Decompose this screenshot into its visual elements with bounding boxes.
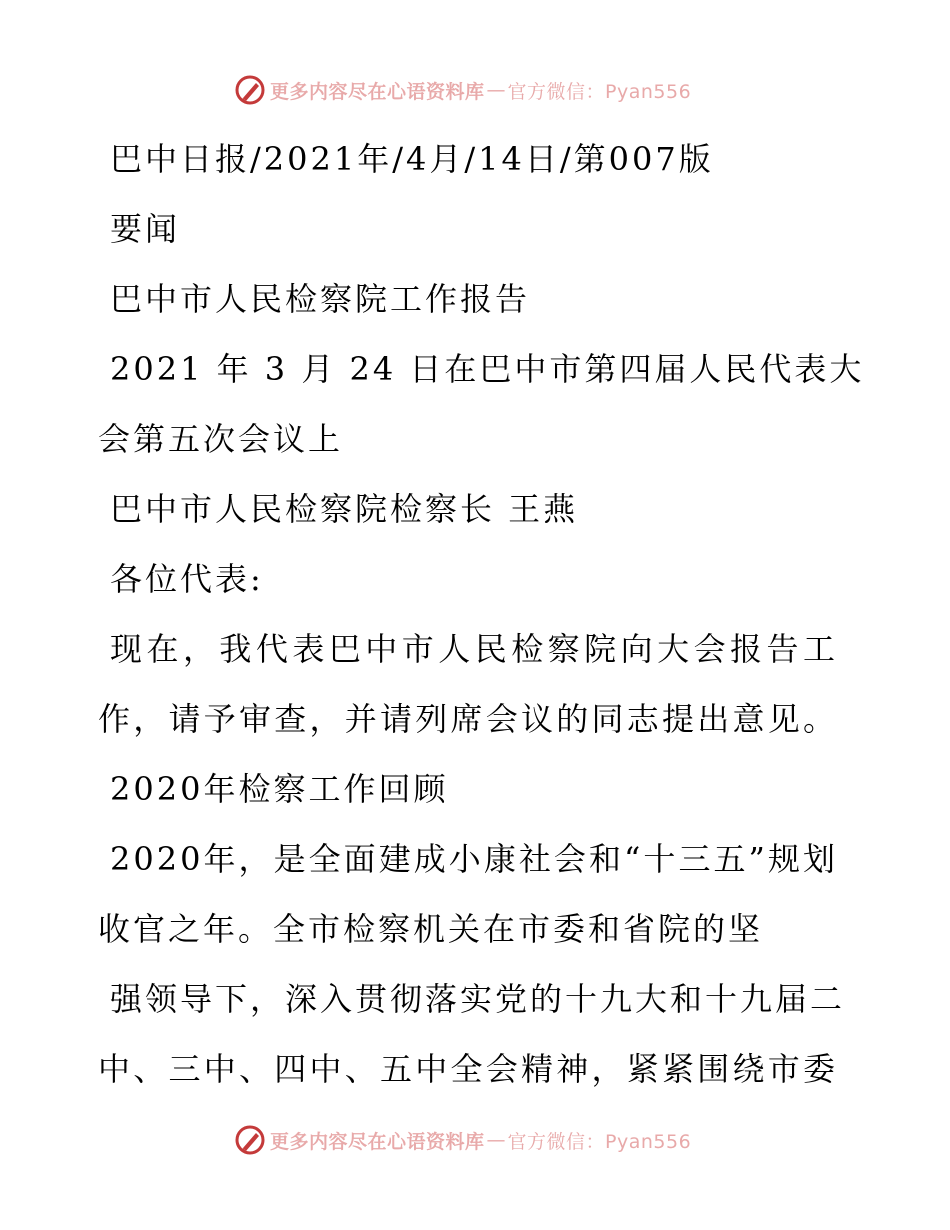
pen-logo-icon — [234, 1124, 266, 1156]
publication-line: 巴中日报/2021年/4月/14日/第007版 — [110, 140, 714, 178]
report-title: 巴中市人民检察院工作报告 — [110, 280, 531, 318]
header-watermark — [234, 72, 691, 108]
author-line: 巴中市人民检察院检察长 王燕 — [110, 490, 579, 528]
salutation: 各位代表: — [110, 560, 264, 598]
watermark-separator: — — [486, 1129, 506, 1151]
watermark-separator: — — [486, 79, 506, 101]
paragraph-2-line-2: 收官之年。全市检察机关在市委和省院的坚 — [98, 910, 764, 948]
meeting-line-1: 2021 年 3 月 24 日在巴中市第四届人民代表大 — [110, 350, 865, 388]
pen-logo-icon — [234, 74, 266, 106]
paragraph-3-line-1: 强领导下，深入贯彻落实党的十九大和十九届二 — [110, 980, 846, 1018]
section-heading: 2020年检察工作回顾 — [110, 770, 449, 808]
document-body — [98, 124, 865, 1104]
footer-watermark — [234, 1122, 691, 1158]
paragraph-1-line-1: 现在，我代表巴中市人民检察院向大会报告工 — [110, 630, 838, 668]
section-label: 要闻 — [110, 210, 181, 248]
watermark-wechat: 官方微信：Pyan556 — [507, 80, 692, 103]
watermark-wechat: 官方微信：Pyan556 — [507, 1130, 692, 1153]
paragraph-2-line-1: 2020年，是全面建成小康社会和“十三五”规划 — [110, 840, 838, 878]
paragraph-3-line-2: 中、三中、四中、五中全会精神，紧紧围绕市委 — [98, 1050, 838, 1088]
watermark-text: 更多内容尽在心语资料库 — [270, 1130, 485, 1153]
paragraph-1-line-2: 作，请予审查，并请列席会议的同志提出意见。 — [98, 700, 838, 738]
watermark-text: 更多内容尽在心语资料库 — [270, 80, 485, 103]
meeting-line-2: 会第五次会议上 — [98, 420, 344, 458]
